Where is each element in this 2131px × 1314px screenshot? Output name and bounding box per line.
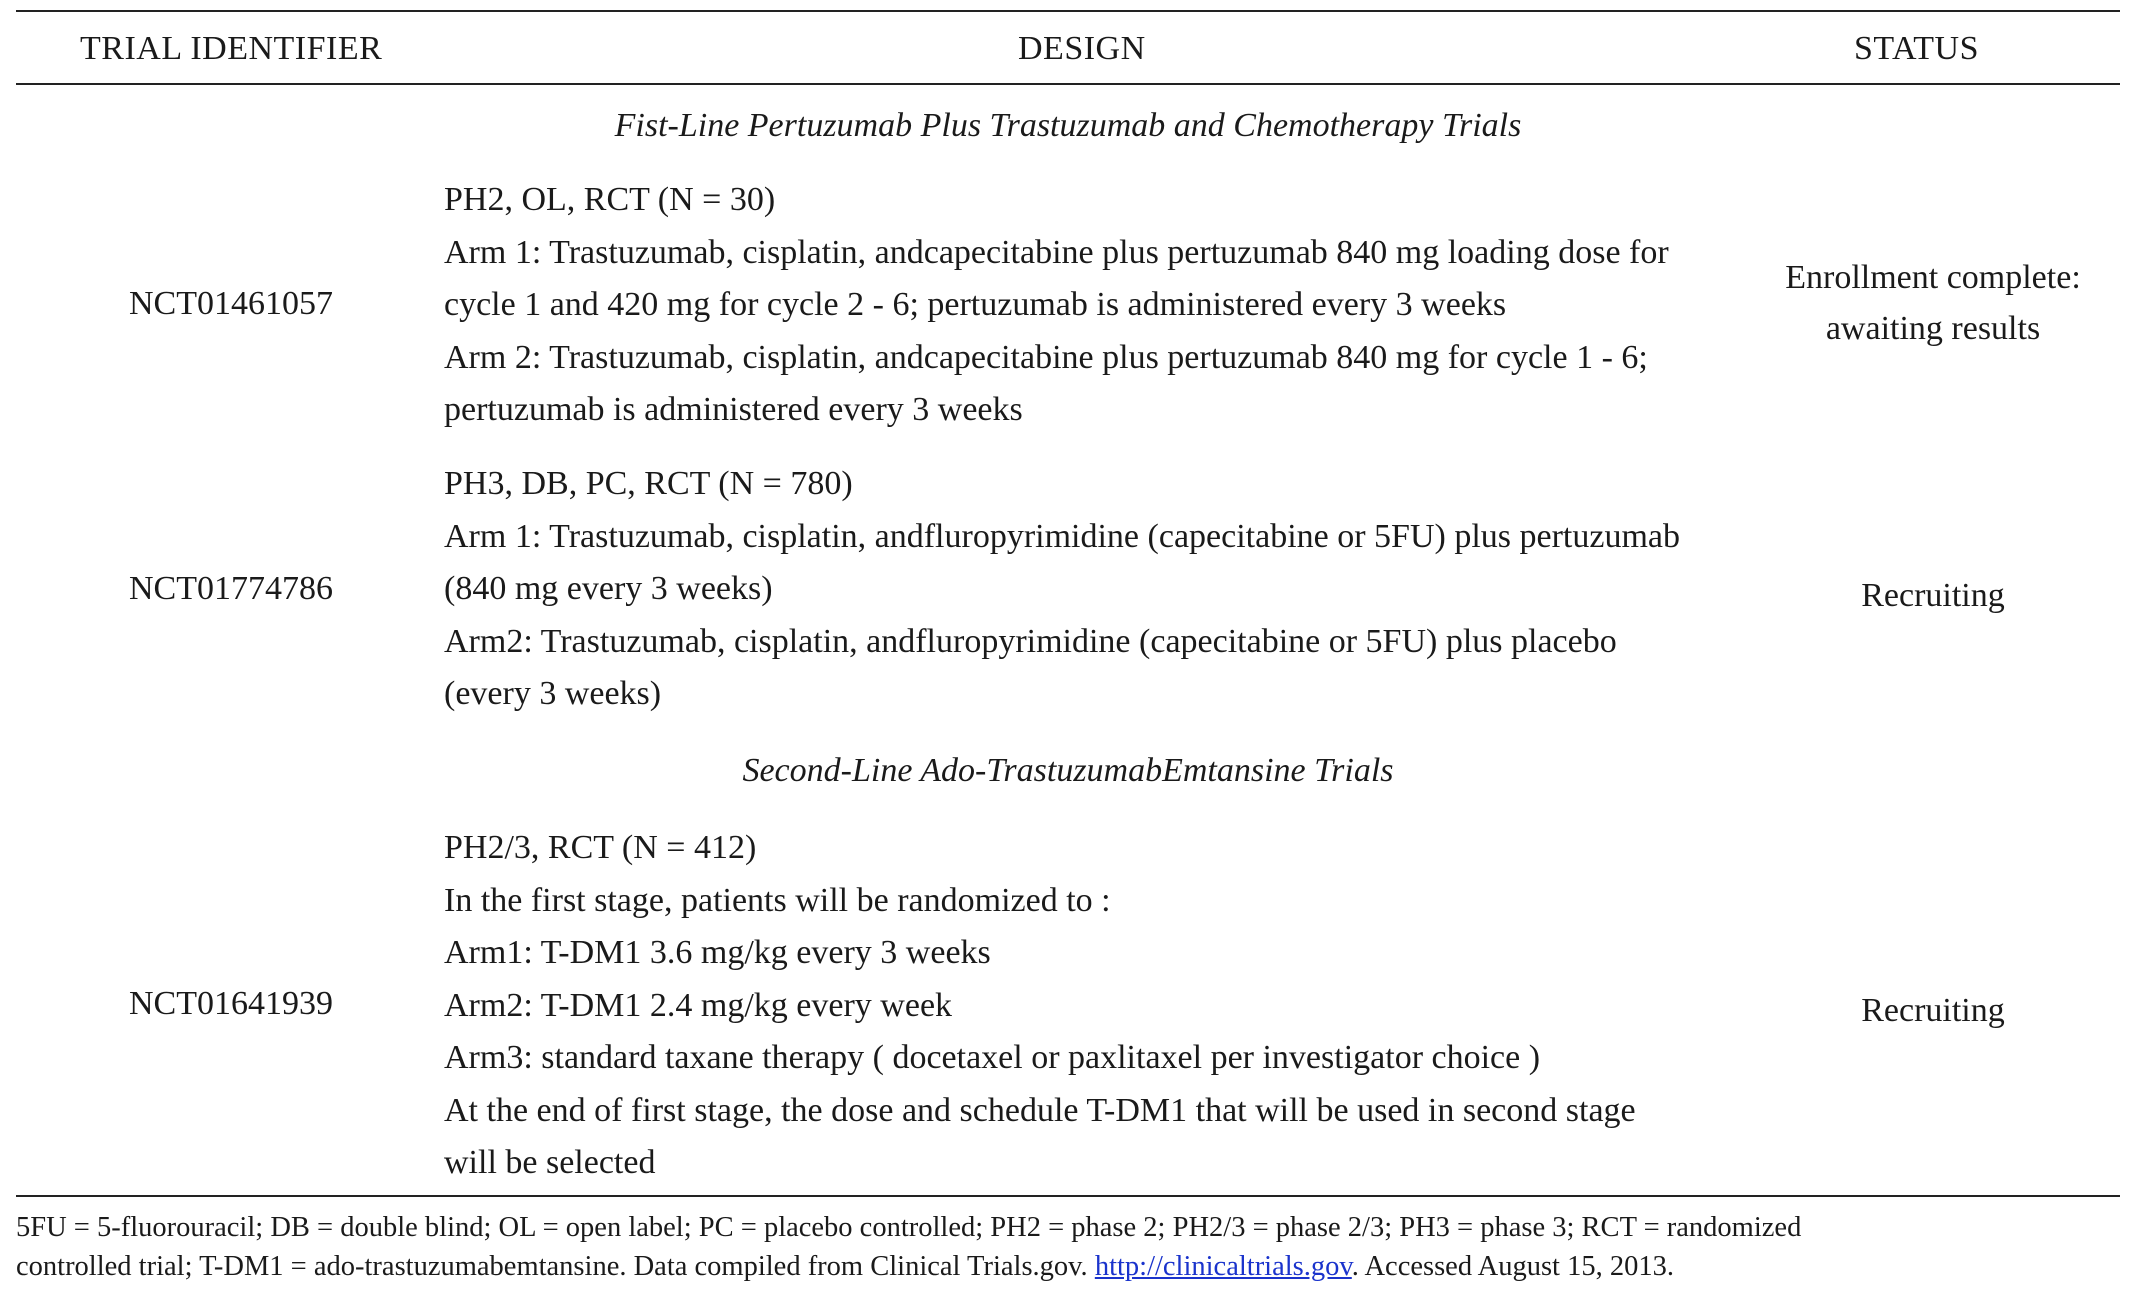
design-line: (every 3 weeks) xyxy=(444,675,662,712)
header-bottom-rule xyxy=(16,83,2120,85)
design-line: PH2/3, RCT (N = 412) xyxy=(444,829,757,866)
status-line: awaiting results xyxy=(1825,310,2041,347)
status-cell xyxy=(1746,570,2120,621)
header-design: DESIGN xyxy=(1018,30,1146,67)
design-line: At the end of first stage, the dose and schedule T-DM1 that will be used in second stage xyxy=(444,1091,1636,1129)
section-title-first-line: Fist-Line Pertuzumab Plus Trastuzumab and Chemotherapy Trials xyxy=(614,107,1522,144)
status-line: Recruiting xyxy=(1861,577,2005,614)
table-bottom-rule xyxy=(16,1195,2120,1197)
design-line: PH2, OL, RCT (N = 30) xyxy=(444,181,776,218)
status-line: Enrollment complete: xyxy=(1785,259,2081,296)
design-line: cycle 1 and 420 mg for cycle 2 - 6; pertuzumab is administered every 3 weeks xyxy=(444,286,1507,323)
design-line: will be selected xyxy=(444,1144,656,1181)
table-top-rule xyxy=(16,10,2120,12)
design-line: pertuzumab is administered every 3 weeks xyxy=(444,391,1023,428)
header-trial-identifier: TRIAL IDENTIFIER xyxy=(80,30,383,67)
design-line: Arm1: T-DM1 3.6 mg/kg every 3 weeks xyxy=(444,934,991,971)
design-cell xyxy=(444,174,1744,437)
footnote-text: controlled trial; T-DM1 = ado-trastuzumabemtansine. Data compiled from Clinical Trials.gov. xyxy=(16,1251,1095,1282)
design-line: PH3, DB, PC, RCT (N = 780) xyxy=(444,465,853,502)
design-line: (840 mg every 3 weeks) xyxy=(444,570,773,607)
section-title-second-line: Second-Line Ado-TrastuzumabEmtansine Trials xyxy=(742,752,1394,789)
trial-id-cell: NCT01774786 xyxy=(129,570,333,607)
design-line: Arm3: standard taxane therapy ( docetaxel or paxlitaxel per investigator choice ) xyxy=(444,1039,1541,1076)
design-line: Arm 2: Trastuzumab, cisplatin, andcapecitabine plus pertuzumab 840 mg for cycle 1 - 6; xyxy=(444,338,1648,376)
design-cell xyxy=(444,458,1744,721)
design-cell xyxy=(444,822,1744,1190)
footnote-line-2 xyxy=(16,1247,2120,1286)
clinicaltrials-link[interactable]: http://clinicaltrials.gov xyxy=(1094,1251,1352,1282)
design-line: In the first stage, patients will be randomized to : xyxy=(444,881,1111,919)
design-line: Arm2: Trastuzumab, cisplatin, andfluropyrimidine (capecitabine or 5FU) plus placebo xyxy=(444,622,1617,660)
footnote-text: . Accessed August 15, 2013. xyxy=(1351,1251,1674,1282)
design-line: Arm2: T-DM1 2.4 mg/kg every week xyxy=(444,986,953,1024)
table-footnote xyxy=(16,1208,2120,1286)
status-line: Recruiting xyxy=(1861,992,2005,1029)
status-cell xyxy=(1746,985,2120,1036)
status-cell xyxy=(1746,252,2120,354)
design-line: Arm 1: Trastuzumab, cisplatin, andfluropyrimidine (capecitabine or 5FU) plus pertuzumab xyxy=(444,517,1681,555)
footnote-line-1: 5FU = 5-fluorouracil; DB = double blind; OL = open label; PC = placebo controlled; PH2 = phase 2; PH2/3 = phase 2/3; PH3 = phase 3; RCT = randomized xyxy=(16,1212,1802,1243)
design-line: Arm 1: Trastuzumab, cisplatin, andcapecitabine plus pertuzumab 840 mg loading dose for xyxy=(444,233,1669,271)
trial-id-cell: NCT01461057 xyxy=(129,285,333,322)
header-status: STATUS xyxy=(1854,30,1979,67)
trial-id-cell: NCT01641939 xyxy=(129,985,333,1022)
